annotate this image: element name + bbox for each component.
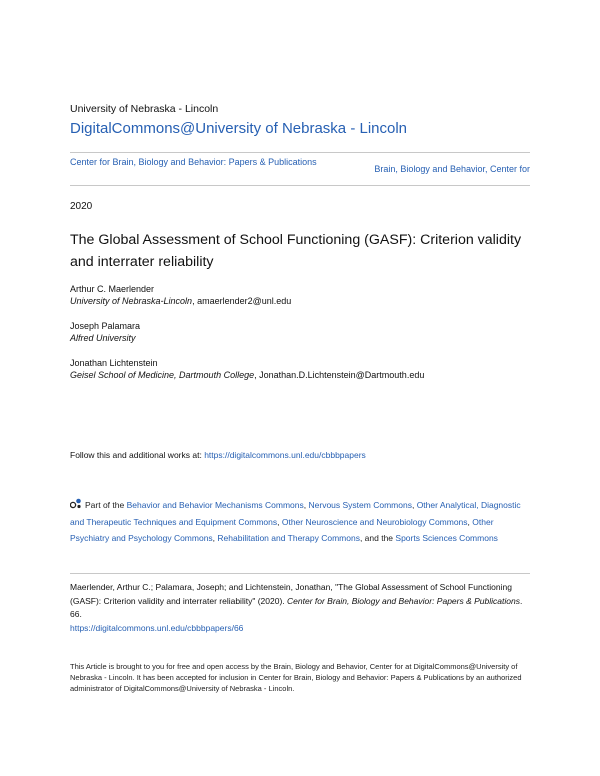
- article-title: The Global Assessment of School Functioning (GASF): Criterion validity and interrater reliability: [70, 232, 522, 270]
- part-of-prefix: Part of the: [85, 500, 127, 510]
- part-of-commons: Part of the Behavior and Behavior Mechanisms Commons, Nervous System Commons, Other Analytical, Diagnostic and Therapeutic Techniques and Equipment Commons, Other Neuroscience and Neurobiology Commons, Other Psychiatry and Psychology Commons, Rehabilitation and Therapy Commons, and the Sports Sciences Commons: [70, 500, 521, 543]
- commons-link[interactable]: Rehabilitation and Therapy Commons: [217, 533, 360, 543]
- citation-text: Maerlender, Arthur C.; Palamara, Joseph; and Lichtenstein, Jonathan, "The Global Assessment of School Functioning (GASF): Criterion validity and interrater reliability" (2020).: [70, 582, 512, 606]
- divider: [70, 573, 530, 574]
- author-entry: [70, 320, 140, 344]
- author-entry: [70, 283, 291, 307]
- follow-line: [70, 450, 366, 460]
- divider: [70, 152, 530, 153]
- citation-series: Center for Brain, Biology and Behavior: Papers & Publications: [287, 595, 520, 606]
- collection-link[interactable]: Center for Brain, Biology and Behavior: Papers & Publications: [70, 157, 317, 167]
- publication-year: 2020: [70, 201, 93, 212]
- author-email: , amaerlender2@unl.edu: [192, 296, 292, 306]
- citation-number: . 66.: [70, 595, 523, 619]
- commons-link[interactable]: Nervous System Commons: [308, 500, 412, 510]
- follow-text: Follow this and additional works at:: [70, 450, 205, 460]
- commons-link[interactable]: Other Neuroscience and Neurobiology Commons: [281, 517, 468, 527]
- author-name: Joseph Palamara: [70, 321, 141, 331]
- institution-name: University of Nebraska - Lincoln: [70, 103, 219, 115]
- series-url-link[interactable]: https://digitalcommons.unl.edu/cbbbpapers: [204, 450, 366, 460]
- commons-link[interactable]: Sports Sciences Commons: [395, 533, 498, 543]
- divider: [70, 185, 530, 186]
- author-name: Arthur C. Maerlender: [70, 284, 155, 294]
- author-name: Jonathan Lichtenstein: [70, 358, 158, 368]
- commons-link[interactable]: Other Psychiatry and Psychology Commons: [70, 517, 494, 543]
- author-affiliation: Geisel School of Medicine, Dartmouth College: [70, 370, 255, 380]
- commons-link[interactable]: Behavior and Behavior Mechanisms Commons: [126, 500, 304, 510]
- author-entry: [70, 357, 424, 381]
- department-link[interactable]: Brain, Biology and Behavior, Center for: [374, 164, 530, 174]
- citation-url-link[interactable]: https://digitalcommons.unl.edu/cbbbpapers/66: [70, 622, 244, 633]
- access-statement: This Article is brought to you for free and open access by the Brain, Biology and Behavior, Center for at DigitalCommons@University of Nebraska - Lincoln. It has been accepted for inclusion in Center for Brain, Biology and Behavior: Papers & Publications by an authorized administrator of DigitalCommons@University of Nebraska - Lincoln.: [70, 662, 522, 693]
- author-affiliation: University of Nebraska-Lincoln: [70, 296, 193, 306]
- commons-link[interactable]: Other Analytical, Diagnostic and Therapeutic Techniques and Equipment Commons: [70, 500, 521, 527]
- recommended-citation: [70, 581, 530, 635]
- repository-link[interactable]: DigitalCommons@University of Nebraska - Lincoln: [70, 120, 408, 137]
- author-affiliation: Alfred University: [70, 333, 136, 343]
- network-commons-icon: [70, 498, 82, 514]
- author-email: , Jonathan.D.Lichtenstein@Dartmouth.edu: [254, 370, 425, 380]
